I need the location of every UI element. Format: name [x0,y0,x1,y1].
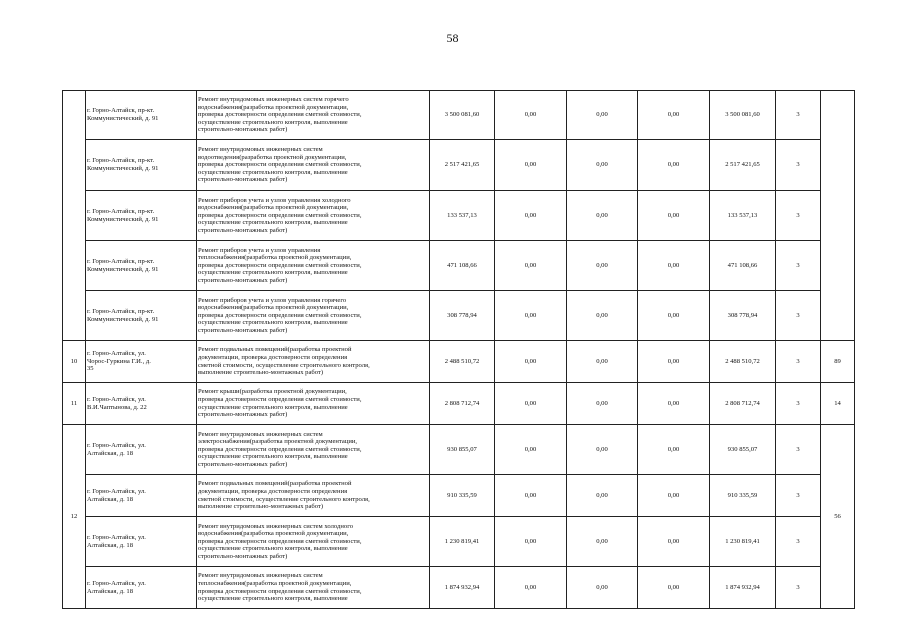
owner-funds-cell: 930 855,07 [710,425,776,475]
capital-repair-table [62,90,855,609]
amount-cell: 0,00 [638,475,710,517]
owner-funds-cell: 3 500 081,60 [710,91,776,140]
kind-cell: 3 [776,341,821,383]
kind-cell: 3 [776,91,821,140]
work-description-cell: Ремонт внутридомовых инженерных систем теплоснабжения(разработка проектной документации, проверка достоверности определения сметной стоимости, осуществление строительного контроля, выполнение [197,567,430,609]
total-cost-cell: 2 808 712,74 [430,383,495,425]
table-row [63,241,855,291]
amount-cell: 0,00 [638,291,710,341]
amount-cell: 0,00 [567,475,638,517]
amount-cell: 0,00 [567,341,638,383]
last-cell: 56 [821,425,855,609]
amount-cell: 0,00 [567,517,638,567]
total-cost-cell: 910 335,59 [430,475,495,517]
kind-cell: 3 [776,567,821,609]
work-description-cell: Ремонт внутридомовых инженерных систем холодного водоснабжения(разработка проектной документации, проверка достоверности определения сметной стоимости, осуществление строительного контроля, выполнение строительно-монтажных работ) [197,517,430,567]
amount-cell: 0,00 [638,91,710,140]
amount-cell: 0,00 [567,425,638,475]
table-row [63,341,855,383]
kind-cell: 3 [776,191,821,241]
owner-funds-cell: 2 517 421,65 [710,140,776,191]
row-number-cell: 10 [63,341,86,383]
total-cost-cell: 471 108,66 [430,241,495,291]
address-cell: г. Горно-Алтайск, ул. В.И.Чаптынова, д. 22 [86,383,197,425]
amount-cell: 0,00 [495,191,567,241]
amount-cell: 0,00 [567,383,638,425]
address-cell: г. Горно-Алтайск, пр-кт. Коммунистический, д. 91 [86,91,197,140]
total-cost-cell: 1 230 819,41 [430,517,495,567]
owner-funds-cell: 308 778,94 [710,291,776,341]
amount-cell: 0,00 [638,140,710,191]
amount-cell: 0,00 [638,517,710,567]
amount-cell: 0,00 [638,341,710,383]
amount-cell: 0,00 [567,191,638,241]
amount-cell: 0,00 [638,191,710,241]
work-description-cell: Ремонт внутридомовых инженерных систем горячего водоснабжения(разработка проектной документации, проверка достоверности определения сметной стоимости, осуществление строительного контроля, выполнение строительно-монтажных работ) [197,91,430,140]
owner-funds-cell: 1 230 819,41 [710,517,776,567]
address-cell: г. Горно-Алтайск, пр-кт. Коммунистический, д. 91 [86,140,197,191]
total-cost-cell: 2 517 421,65 [430,140,495,191]
owner-funds-cell: 2 808 712,74 [710,383,776,425]
owner-funds-cell: 133 537,13 [710,191,776,241]
address-cell: г. Горно-Алтайск, ул. Алтайская, д. 18 [86,517,197,567]
amount-cell: 0,00 [495,241,567,291]
address-cell: г. Горно-Алтайск, пр-кт. Коммунистический, д. 91 [86,191,197,241]
work-description-cell: Ремонт внутридомовых инженерных систем водоотведения(разработка проектной документации, проверка достоверности определения сметной стоимости, осуществление строительного контроля, выполнение строительно-монтажных работ) [197,140,430,191]
work-description-cell: Ремонт внутридомовых инженерных систем электроснабжения(разработка проектной документации, проверка достоверности определения сметной стоимости, осуществление строительного контроля, выполнение строительно-монтажных работ) [197,425,430,475]
total-cost-cell: 3 500 081,60 [430,91,495,140]
total-cost-cell: 1 874 932,94 [430,567,495,609]
table-row [63,191,855,241]
address-cell: г. Горно-Алтайск, пр-кт. Коммунистический, д. 91 [86,241,197,291]
owner-funds-cell: 471 108,66 [710,241,776,291]
amount-cell: 0,00 [495,475,567,517]
amount-cell: 0,00 [638,241,710,291]
table-row [63,140,855,191]
table-row [63,517,855,567]
address-cell: г. Горно-Алтайск, ул. Чорос-Гуркина Г.И., д. 35 [86,341,197,383]
row-number-cell: 11 [63,383,86,425]
row-number-cell: 12 [63,425,86,609]
amount-cell: 0,00 [567,91,638,140]
address-cell: г. Горно-Алтайск, ул. Алтайская, д. 18 [86,567,197,609]
total-cost-cell: 930 855,07 [430,425,495,475]
table-row [63,475,855,517]
amount-cell: 0,00 [495,341,567,383]
address-cell: г. Горно-Алтайск, ул. Алтайская, д. 18 [86,475,197,517]
kind-cell: 3 [776,475,821,517]
work-description-cell: Ремонт подвальных помещений(разработка проектной документации, проверка достоверности определения сметной стоимости, осуществление строительного контроля, выполнение строительно-монтажных работ) [197,475,430,517]
amount-cell: 0,00 [495,91,567,140]
kind-cell: 3 [776,425,821,475]
page-number: 58 [446,31,459,45]
amount-cell: 0,00 [567,567,638,609]
row-number-cell [63,91,86,341]
kind-cell: 3 [776,383,821,425]
work-description-cell: Ремонт приборов учета и узлов управления горячего водоснабжения(разработка проектной документации, проверка достоверности определения сметной стоимости, осуществление строительного контроля, выполнение строительно-монтажных работ) [197,291,430,341]
work-description-cell: Ремонт приборов учета и узлов управления холодного водоснабжения(разработка проектной документации, проверка достоверности определения сметной стоимости, осуществление строительного контроля, выполнение строительно-монтажных работ) [197,191,430,241]
last-cell: 89 [821,341,855,383]
amount-cell: 0,00 [638,567,710,609]
amount-cell: 0,00 [495,517,567,567]
owner-funds-cell: 1 874 932,94 [710,567,776,609]
kind-cell: 3 [776,291,821,341]
work-description-cell: Ремонт подвальных помещений(разработка проектной документации, проверка достоверности определения сметной стоимости, осуществление строительного контроля, выполнение строительно-монтажных работ) [197,341,430,383]
last-cell: 14 [821,383,855,425]
amount-cell: 0,00 [638,425,710,475]
total-cost-cell: 308 778,94 [430,291,495,341]
table-row [63,91,855,140]
amount-cell: 0,00 [567,241,638,291]
table-row [63,291,855,341]
last-cell [821,91,855,341]
amount-cell: 0,00 [567,140,638,191]
amount-cell: 0,00 [567,291,638,341]
amount-cell: 0,00 [638,383,710,425]
amount-cell: 0,00 [495,140,567,191]
kind-cell: 3 [776,241,821,291]
kind-cell: 3 [776,140,821,191]
address-cell: г. Горно-Алтайск, ул. Алтайская, д. 18 [86,425,197,475]
table-row [63,567,855,609]
work-description-cell: Ремонт крыши(разработка проектной документации, проверка достоверности определения сметной стоимости, осуществление строительного контроля, выполнение строительно-монтажных работ) [197,383,430,425]
amount-cell: 0,00 [495,383,567,425]
total-cost-cell: 133 537,13 [430,191,495,241]
work-description-cell: Ремонт приборов учета и узлов управления теплоснабжения(разработка проектной документации, проверка достоверности определения сметной стоимости, осуществление строительного контроля, выполнение строительно-монтажных работ) [197,241,430,291]
table-row [63,383,855,425]
kind-cell: 3 [776,517,821,567]
owner-funds-cell: 910 335,59 [710,475,776,517]
owner-funds-cell: 2 488 510,72 [710,341,776,383]
amount-cell: 0,00 [495,567,567,609]
address-cell: г. Горно-Алтайск, пр-кт. Коммунистический, д. 91 [86,291,197,341]
amount-cell: 0,00 [495,425,567,475]
total-cost-cell: 2 488 510,72 [430,341,495,383]
table-row [63,425,855,475]
amount-cell: 0,00 [495,291,567,341]
